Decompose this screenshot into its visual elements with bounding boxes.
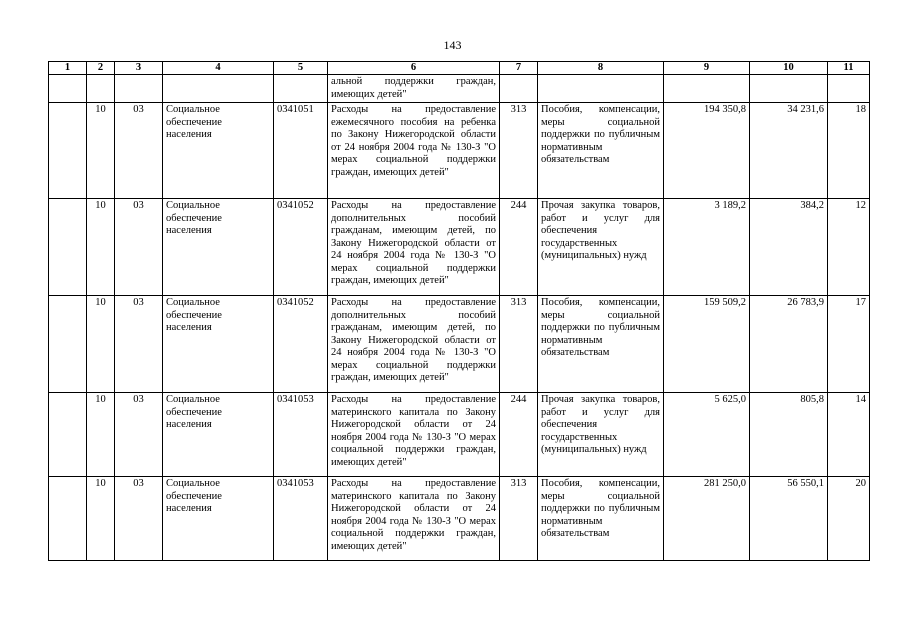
row-amount-col9: 5 625,0 — [664, 393, 750, 477]
table-row — [49, 296, 870, 393]
row-col-11: 18 — [828, 103, 870, 199]
row-target-code: 0341051 — [274, 103, 328, 199]
row-expense-description: Расходы на предоставление дополнительных пособий гражданам, имеющим детей, по Закону Нижегородской области от 24 ноября 2004 года № 130-З "О мерах социальной поддержки граждан, имеющих детей" — [328, 296, 500, 393]
row-subsection: 03 — [115, 477, 163, 561]
row-expense-type-name: Прочая закупка товаров, работ и услуг для обеспечения государственных (муниципальных) нужд — [538, 393, 664, 477]
row-expense-type-name — [538, 75, 664, 103]
row-col-1 — [49, 75, 87, 103]
header-row — [49, 62, 870, 75]
row-subsection: 03 — [115, 393, 163, 477]
row-target-code: 0341053 — [274, 477, 328, 561]
row-expense-type-code: 313 — [500, 103, 538, 199]
row-expense-description: Расходы на предоставление материнского капитала по Закону Нижегородской области от 24 ноября 2004 года № 130-З "О мерах социальной поддержки граждан, имеющих детей" — [328, 477, 500, 561]
row-col-11: 17 — [828, 296, 870, 393]
row-subsection: 03 — [115, 199, 163, 296]
table-row — [49, 199, 870, 296]
row-amount-col9 — [664, 75, 750, 103]
row-section-name: Социальное обеспечение населения — [163, 477, 274, 561]
row-target-code: 0341053 — [274, 393, 328, 477]
column-header: 10 — [750, 62, 828, 75]
row-subsection: 03 — [115, 103, 163, 199]
row-section: 10 — [87, 199, 115, 296]
column-header: 11 — [828, 62, 870, 75]
row-amount-col10: 384,2 — [750, 199, 828, 296]
row-section — [87, 75, 115, 103]
row-col-1 — [49, 199, 87, 296]
column-header: 8 — [538, 62, 664, 75]
row-expense-type-name: Прочая закупка товаров, работ и услуг для обеспечения государственных (муниципальных) нужд — [538, 199, 664, 296]
row-expense-description: альной поддержки граждан, имеющих детей" — [328, 75, 500, 103]
row-amount-col9: 3 189,2 — [664, 199, 750, 296]
row-amount-col9: 159 509,2 — [664, 296, 750, 393]
row-amount-col10: 56 550,1 — [750, 477, 828, 561]
row-col-1 — [49, 393, 87, 477]
row-expense-type-name: Пособия, компенсации, меры социальной поддержки по публичным нормативным обязательствам — [538, 103, 664, 199]
row-section: 10 — [87, 477, 115, 561]
row-col-1 — [49, 477, 87, 561]
column-header: 1 — [49, 62, 87, 75]
row-amount-col10: 805,8 — [750, 393, 828, 477]
row-section: 10 — [87, 103, 115, 199]
row-col-1 — [49, 103, 87, 199]
row-col-11: 20 — [828, 477, 870, 561]
budget-table — [48, 61, 870, 561]
row-section: 10 — [87, 296, 115, 393]
row-amount-col10 — [750, 75, 828, 103]
row-section-name: Социальное обеспечение населения — [163, 296, 274, 393]
row-section-name: Социальное обеспечение населения — [163, 103, 274, 199]
row-section-name — [163, 75, 274, 103]
row-col-11 — [828, 75, 870, 103]
column-header: 9 — [664, 62, 750, 75]
row-expense-description: Расходы на предоставление ежемесячного пособия на ребенка по Закону Нижегородской области от 24 ноября 2004 года № 130-З "О мерах социальной поддержки граждан, имеющих детей" — [328, 103, 500, 199]
column-header: 5 — [274, 62, 328, 75]
column-header: 2 — [87, 62, 115, 75]
row-amount-col9: 194 350,8 — [664, 103, 750, 199]
table-row — [49, 393, 870, 477]
row-section-name: Социальное обеспечение населения — [163, 199, 274, 296]
row-expense-type-code: 313 — [500, 477, 538, 561]
row-expense-type-code: 244 — [500, 393, 538, 477]
row-expense-type-name: Пособия, компенсации, меры социальной поддержки по публичным нормативным обязательствам — [538, 477, 664, 561]
row-col-1 — [49, 296, 87, 393]
row-expense-type-code — [500, 75, 538, 103]
row-expense-description: Расходы на предоставление дополнительных пособий гражданам, имеющим детей, по Закону Нижегородской области от 24 ноября 2004 года № 130-З "О мерах социальной поддержки граждан, имеющих детей" — [328, 199, 500, 296]
row-amount-col9: 281 250,0 — [664, 477, 750, 561]
table-row — [49, 477, 870, 561]
row-subsection — [115, 75, 163, 103]
row-subsection: 03 — [115, 296, 163, 393]
row-col-11: 14 — [828, 393, 870, 477]
row-section-name: Социальное обеспечение населения — [163, 393, 274, 477]
row-expense-type-code: 244 — [500, 199, 538, 296]
row-expense-type-code: 313 — [500, 296, 538, 393]
row-target-code: 0341052 — [274, 296, 328, 393]
row-col-11: 12 — [828, 199, 870, 296]
row-expense-description: Расходы на предоставление материнского капитала по Закону Нижегородской области от 24 ноября 2004 года № 130-З "О мерах социальной поддержки граждан, имеющих детей" — [328, 393, 500, 477]
row-section: 10 — [87, 393, 115, 477]
row-target-code: 0341052 — [274, 199, 328, 296]
column-header: 7 — [500, 62, 538, 75]
table-row — [49, 75, 870, 103]
row-amount-col10: 26 783,9 — [750, 296, 828, 393]
row-expense-type-name: Пособия, компенсации, меры социальной поддержки по публичным нормативным обязательствам — [538, 296, 664, 393]
table-row — [49, 103, 870, 199]
column-header: 6 — [328, 62, 500, 75]
row-amount-col10: 34 231,6 — [750, 103, 828, 199]
page-number: 143 — [443, 38, 462, 52]
column-header: 4 — [163, 62, 274, 75]
column-header: 3 — [115, 62, 163, 75]
row-target-code — [274, 75, 328, 103]
